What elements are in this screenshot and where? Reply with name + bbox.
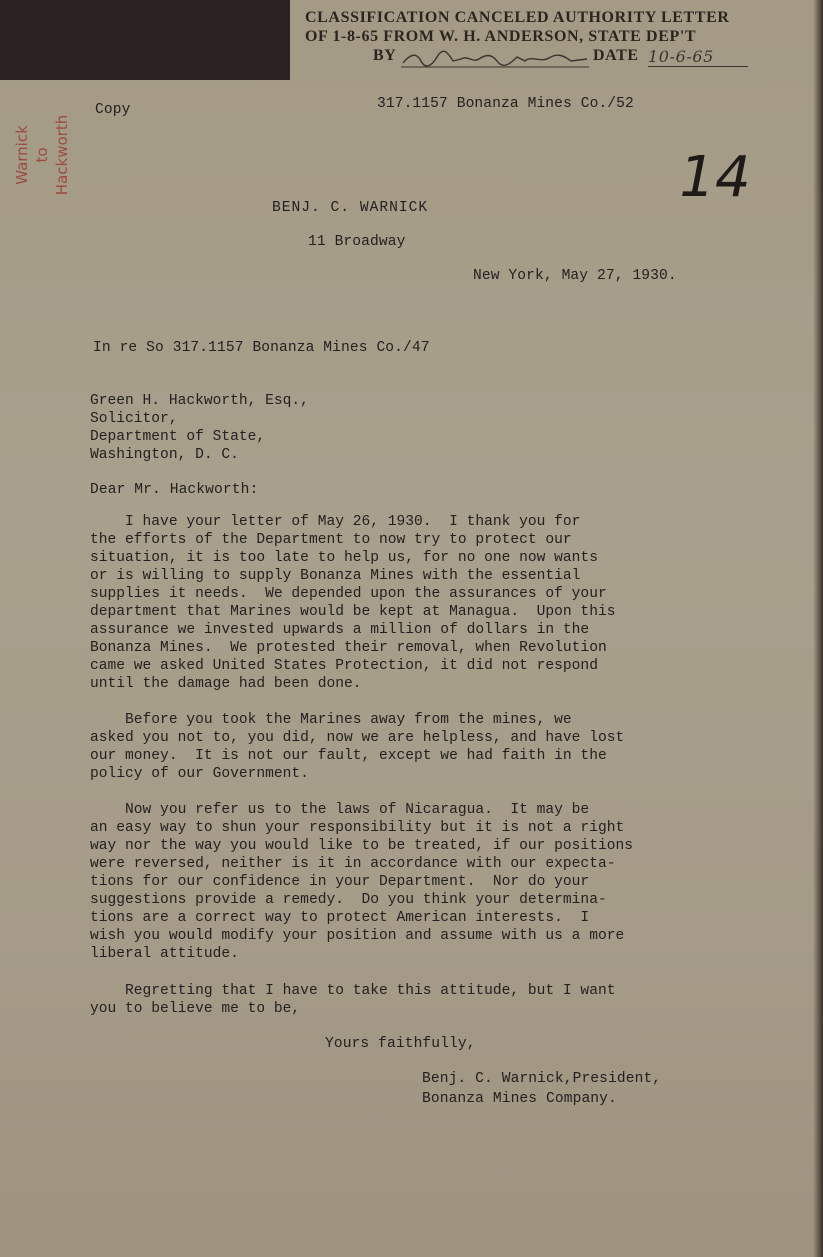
declassification-stamp (305, 8, 775, 68)
signature-line-2: Bonanza Mines Company. (422, 1091, 617, 1107)
body-line: situation, it is too late to help us, for no one now wants (90, 550, 598, 566)
signature-line-1: Benj. C. Warnick,President, (422, 1071, 662, 1087)
body-line: tions for our confidence in your Department. Nor do your (90, 874, 590, 890)
margin-note-line: to (33, 147, 51, 163)
letterhead-address: 11 Broadway (308, 234, 406, 250)
body-line: Now you refer us to the laws of Nicaragua. It may be (90, 802, 590, 818)
body-line: you to believe me to be, (90, 1001, 301, 1017)
body-line: wish you would modify your position and assume with us a more (90, 928, 625, 944)
body-line: until the damage had been done. (90, 676, 362, 692)
body-line: Bonanza Mines. We protested their removal, when Revolution (90, 640, 607, 656)
stamp-by-line (305, 46, 775, 68)
reference-line: In re So 317.1157 Bonanza Mines Co./47 (93, 340, 430, 356)
letter-dateline: New York, May 27, 1930. (473, 268, 677, 284)
body-line: asked you not to, you did, now we are helpless, and have lost (90, 730, 625, 746)
handwritten-page-number (675, 140, 755, 210)
margin-note-line: Warnick (13, 125, 31, 185)
body-paragraph-4 (90, 982, 790, 1018)
recipient-line: Washington, D. C. (90, 447, 239, 463)
letterhead-name: BENJ. C. WARNICK (272, 200, 429, 216)
copy-label: Copy (95, 102, 131, 118)
margin-note-line: Hackworth (53, 114, 71, 196)
stamp-date-value: 10-6-65 (648, 47, 748, 67)
salutation: Dear Mr. Hackworth: (90, 482, 259, 498)
body-line: I have your letter of May 26, 1930. I thank you for (90, 514, 581, 530)
file-number: 317.1157 Bonanza Mines Co./52 (377, 96, 634, 112)
body-line: came we asked United States Protection, it did not respond (90, 658, 598, 674)
body-paragraph-1 (90, 513, 790, 693)
body-line: liberal attitude. (90, 946, 239, 962)
body-line: way nor the way you would like to be treated, if our positions (90, 838, 633, 854)
body-line: our money. It is not our fault, except we had faith in the (90, 748, 607, 764)
margin-handwritten-note (12, 75, 72, 235)
dark-background-corner (0, 0, 290, 80)
svg-text:14: 14 (679, 145, 751, 210)
stamp-signature (401, 49, 591, 69)
body-line: policy of our Government. (90, 766, 309, 782)
body-line: an easy way to shun your responsibility but it is not a right (90, 820, 625, 836)
body-line: assurance we invested upwards a million of dollars in the (90, 622, 590, 638)
body-paragraph-3 (90, 801, 790, 963)
body-line: suggestions provide a remedy. Do you think your determina- (90, 892, 607, 908)
body-line: department that Marines would be kept at Managua. Upon this (90, 604, 616, 620)
recipient-line: Department of State, (90, 429, 266, 445)
stamp-line-2: OF 1-8-65 FROM W. H. ANDERSON, STATE DEP'T (305, 28, 697, 45)
stamp-by-label: BY (373, 47, 397, 64)
body-line: tions are a correct way to protect American interests. I (90, 910, 590, 926)
stamp-date-label: DATE (593, 47, 639, 64)
closing: Yours faithfully, (325, 1036, 476, 1052)
body-line: supplies it needs. We depended upon the assurances of your (90, 586, 607, 602)
body-paragraph-2 (90, 711, 790, 783)
recipient-line: Solicitor, (90, 411, 178, 427)
body-line: the efforts of the Department to now try to protect our (90, 532, 572, 548)
stamp-line-1: CLASSIFICATION CANCELED AUTHORITY LETTER (305, 9, 730, 26)
body-line: were reversed, neither is it in accordance with our expecta- (90, 856, 616, 872)
body-line: or is willing to supply Bonanza Mines with the essential (90, 568, 581, 584)
body-line: Regretting that I have to take this attitude, but I want (90, 983, 616, 999)
page-edge-shadow (813, 0, 823, 1257)
recipient-block (90, 392, 790, 464)
recipient-line: Green H. Hackworth, Esq., (90, 393, 309, 409)
body-line: Before you took the Marines away from the mines, we (90, 712, 572, 728)
